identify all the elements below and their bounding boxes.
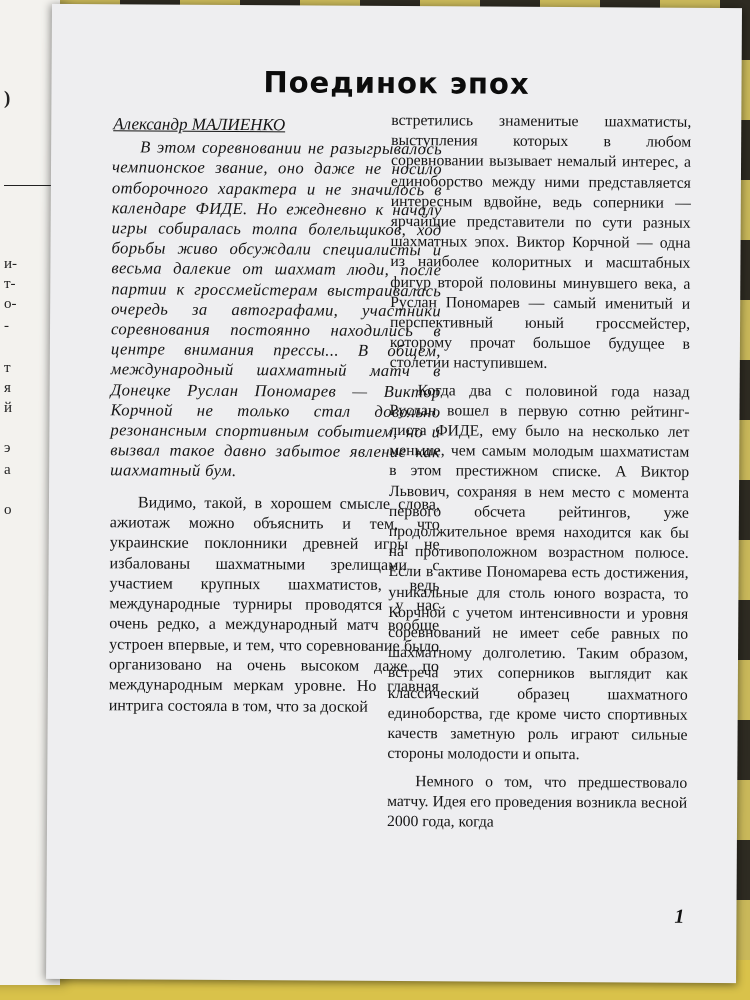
prev-page-fragment: о <box>4 502 12 518</box>
prev-page-fragment: а <box>4 462 11 478</box>
lead-paragraph: В этом соревновании не разыгрывалось чемпионское звание, оно даже не носило отборочного характера и не значилось в календаре ФИДЕ. Но ежедневно к началу игры собиралась толпа болельщиков, ход борьбы живо обсуждали специалисты и весьма далекие от шахмат люди, после партии к гроссмейстерам выстраивалась очередь за автографами, участники соревнования постоянно находились в центре внимания прессы... В общем, международный шахматный матч в Донецке Руслан Пономарев — Виктор Корчной не только стал довольно резонансным спортивным событием, но и вызвал такое давно забытое явление как шахматный бум. <box>110 137 443 481</box>
prev-page-fragment: т <box>4 360 11 376</box>
right-column <box>387 111 691 834</box>
article-title: Поединок эпох <box>263 65 530 101</box>
body-paragraph: Немного о том, что предшествовало матчу. Идея его проведения возникла весной 2000 года, когда <box>386 772 688 831</box>
prev-page-fragment: ) <box>4 88 11 109</box>
author-byline: Александр МАЛИЕНКО <box>113 114 286 135</box>
body-paragraph: встретились знаменитые шахматисты, выступления которых в любом соревновании вызывает немалый интерес, а единоборство между ними представляется интересным вдвойне, ведь соперники — ярчайшие представители по сути разных шахматных эпох. Виктор Корчной — одна из наиболее колоритных и масштабных фигур второй половины минувшего века, а Руслан Пономарев — самый именитый и перспективный юный гроссмейстер, которому прочат большое будущее в столетии наступившем. <box>389 111 692 373</box>
body-paragraph: Когда два с половиной года назад Руслан вошел в первую сотню рейтинг-листа ФИДЕ, ему было на несколько лет меньше, чем самым молодым шахматистам в этом престижном списке. А Виктор Львович, сохраняя в нем место с момента первого обсчета рейтингов, уже продолжительное время находится как бы на противоположном возрастном полюсе. Если в активе Пономарева есть достижения, уникальные для столь юного возраста, то Корчной с учетом интенсивности и уровня соревнований не имеет себе равных по шахматному долголетию. Таким образом, встреча этих соперников выглядит как классический образец шахматного единоборства, где кроме чисто спортивных качеств заметную роль играют сильные стороны молодости и опыта. <box>387 381 690 764</box>
prev-page-fragment: о- <box>4 296 17 312</box>
prev-page-fragment: э <box>4 440 11 456</box>
prev-page-fragment: я <box>4 380 11 396</box>
prev-page-fragment: й <box>4 400 13 416</box>
page-number: 1 <box>674 905 685 928</box>
prev-page-fragment: и- <box>4 256 18 272</box>
prev-page-fragment: т- <box>4 276 16 292</box>
body-paragraph: Видимо, такой, в хорошем смысле слова, ажиотаж можно объяснить и тем, что украинские поклонники древней игры не избалованы шахматными зрелищами с участием крупных шахматистов, ведь международные турниры проводятся у нас очень редко, а международный матч вообще устроен впервые, и тем, что соревнование было организовано на очень высоком даже по международным меркам уровне. Но главная интрига состояла в том, что за доской <box>108 494 441 716</box>
magazine-page <box>46 4 742 983</box>
prev-page-fragment: - <box>4 318 9 334</box>
